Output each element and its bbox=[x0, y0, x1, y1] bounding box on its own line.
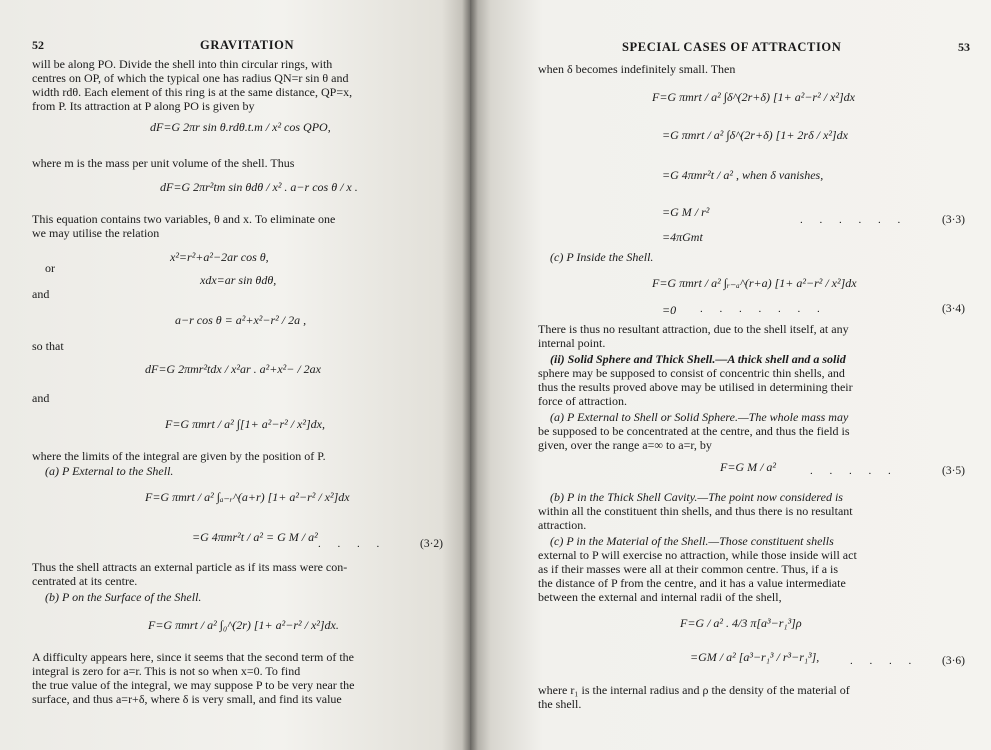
equation: =0 bbox=[662, 303, 677, 317]
text-line: internal point. bbox=[538, 336, 606, 350]
text-line: centres on OP, of which the typical one has radius QN=r sin θ and bbox=[32, 71, 349, 85]
text-line: when δ becomes indefinitely small. Then bbox=[538, 62, 736, 76]
equation: dF=G 2πmr²tdx / x²ar . a²+x²− / 2ax bbox=[145, 362, 322, 376]
text-line: attraction. bbox=[538, 518, 587, 532]
equation: =G M / r² bbox=[662, 205, 710, 219]
equation: F=G πmrt / a² ∫δ^(2r+δ) [1+ a²−r² / x²]dx bbox=[652, 90, 855, 104]
text-line: given, over the range a=∞ to a=r, by bbox=[538, 438, 712, 452]
text-line: the distance of P from the centre, and it has a value intermediate bbox=[538, 576, 846, 590]
text-line: thus the results proved above may be utilised in determining their bbox=[538, 380, 853, 394]
text-line: between the external and internal radii of the shell, bbox=[538, 590, 782, 604]
equation: F=G πmrt / a² ∫ₐ₋ᵣ^(a+r) [1+ a²−r² / x²]dx bbox=[145, 490, 350, 504]
text-line: the shell. bbox=[538, 697, 582, 711]
text-line: width rdθ. Each element of this ring is at the same distance, QP=x, bbox=[32, 85, 353, 99]
text-line: Thus the shell attracts an external particle as if its mass were con- bbox=[32, 560, 348, 574]
equation: F=G πmrt / a² ∫ᵣ₋ₐ^(r+a) [1+ a²−r² / x²]dx bbox=[652, 276, 857, 290]
text-line: This equation contains two variables, θ and x. To eliminate one bbox=[32, 212, 336, 226]
subheading: (a) P External to the Shell. bbox=[45, 464, 174, 478]
text-line: will be along PO. Divide the shell into thin circular rings, with bbox=[32, 57, 333, 71]
page-number: 52 bbox=[32, 38, 44, 52]
text-line: where the limits of the integral are given by the position of P. bbox=[32, 449, 326, 463]
equation: xdx=ar sin θdθ, bbox=[200, 273, 277, 287]
equation: F=G πmrt / a² ∫[1+ a²−r² / x²]dx, bbox=[165, 417, 325, 431]
running-head: SPECIAL CASES OF ATTRACTION bbox=[622, 40, 842, 54]
text-line: force of attraction. bbox=[538, 394, 627, 408]
text-line: within all the constituent thin shells, and thus there is no resultant bbox=[538, 504, 853, 518]
leader-dots: . . . . bbox=[850, 655, 919, 667]
subheading: (b) P on the Surface of the Shell. bbox=[45, 590, 202, 604]
paragraph-heading: (a) P External to Shell or Solid Sphere.—The whole mass may bbox=[550, 410, 849, 424]
equation-number: (3·3) bbox=[942, 214, 965, 226]
text-line: as if their masses were all at their common centre. Thus, if a is bbox=[538, 562, 839, 576]
equation: a−r cos θ = a²+x²−r² / 2a , bbox=[175, 313, 307, 327]
text-line: A difficulty appears here, since it seems that the second term of the bbox=[32, 650, 355, 664]
text-line: or bbox=[45, 261, 55, 275]
text-line: the true value of the integral, we may suppose P to be very near the bbox=[32, 678, 355, 692]
text-line: where r₁ is the internal radius and ρ the density of the material of bbox=[538, 683, 850, 697]
text-line: integral is zero for a=r. This is not so when x=0. To find bbox=[32, 664, 301, 678]
subheading: (c) P Inside the Shell. bbox=[550, 250, 654, 264]
leader-dots: . . . . . . . bbox=[700, 303, 827, 315]
equation-number: (3·6) bbox=[942, 655, 965, 667]
text-line: we may utilise the relation bbox=[32, 226, 160, 240]
equation-number: (3·2) bbox=[420, 538, 443, 550]
right-page bbox=[470, 0, 991, 750]
paragraph-heading: (ii) Solid Sphere and Thick Shell.—A thick shell and a solid bbox=[550, 352, 846, 366]
running-head: GRAVITATION bbox=[200, 38, 295, 52]
text-line: be supposed to be concentrated at the centre, and thus the field is bbox=[538, 424, 850, 438]
text-line: and bbox=[32, 391, 50, 405]
leader-dots: . . . . bbox=[318, 538, 387, 550]
equation: =G πmrt / a² ∫δ^(2r+δ) [1+ 2rδ / x²]dx bbox=[662, 128, 848, 142]
equation: =4πGmt bbox=[662, 230, 703, 244]
left-page bbox=[0, 0, 470, 750]
leader-dots: . . . . . . bbox=[800, 214, 908, 226]
equation: x²=r²+a²−2ar cos θ, bbox=[170, 250, 269, 264]
text-line: so that bbox=[32, 339, 64, 353]
equation: dF=G 2πr sin θ.rdθ.t.m / x² cos QPO, bbox=[150, 120, 331, 134]
equation: dF=G 2πr²tm sin θdθ / x² . a−r cos θ / x . bbox=[160, 180, 358, 194]
text-line: where m is the mass per unit volume of the shell. Thus bbox=[32, 156, 295, 170]
equation: F=G M / a² bbox=[720, 460, 777, 474]
text-line: There is thus no resultant attraction, due to the shell itself, at any bbox=[538, 322, 849, 336]
text-line: from P. Its attraction at P along PO is given by bbox=[32, 99, 255, 113]
equation: =G 4πmr²t / a² , when δ vanishes, bbox=[662, 168, 824, 182]
equation: F=G πmrt / a² ∫₀^(2r) [1+ a²−r² / x²]dx. bbox=[148, 618, 339, 632]
text-line: centrated at its centre. bbox=[32, 574, 138, 588]
paragraph-heading: (c) P in the Material of the Shell.—Those constituent shells bbox=[550, 534, 834, 548]
text-line: external to P will exercise no attraction, while those inside will act bbox=[538, 548, 857, 562]
page-number: 53 bbox=[958, 40, 970, 54]
text-line: and bbox=[32, 287, 50, 301]
equation-number: (3·4) bbox=[942, 303, 965, 315]
text-line: sphere may be supposed to consist of concentric thin shells, and bbox=[538, 366, 845, 380]
equation: =GM / a² [a³−r₁³ / r³−r₁³], bbox=[690, 650, 820, 664]
equation: =G 4πmr²t / a² = G M / a² bbox=[192, 530, 318, 544]
text-line: surface, and thus a=r+δ, where δ is very small, and find its value bbox=[32, 692, 342, 706]
equation-number: (3·5) bbox=[942, 465, 965, 477]
equation: F=G / a² . 4/3 π[a³−r₁³]ρ bbox=[680, 616, 802, 630]
paragraph-heading: (b) P in the Thick Shell Cavity.—The point now considered is bbox=[550, 490, 843, 504]
leader-dots: . . . . . bbox=[810, 465, 898, 477]
book-gutter bbox=[462, 0, 478, 750]
